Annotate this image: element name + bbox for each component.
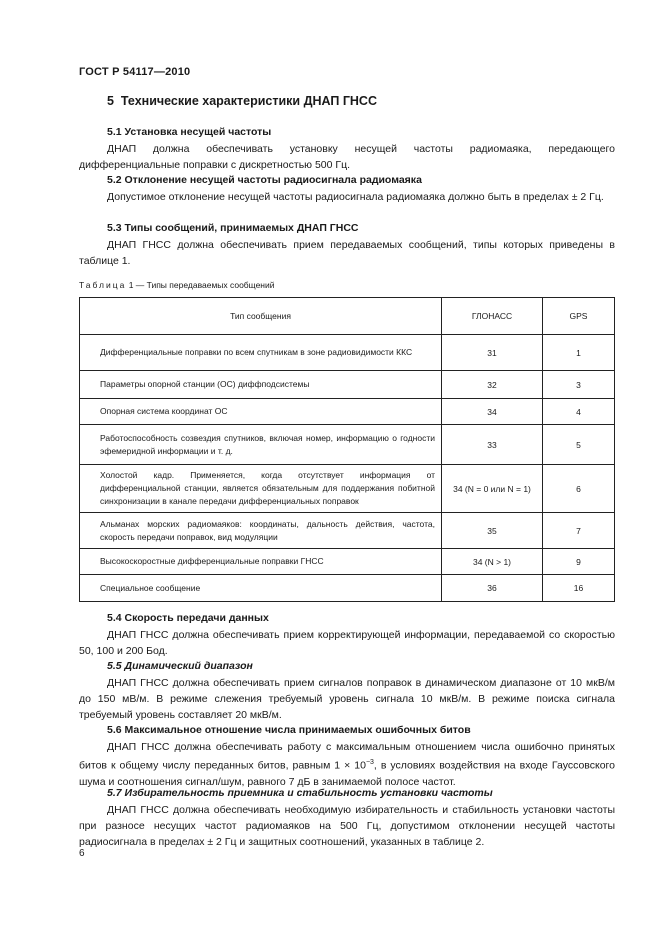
paragraph-5-3: ДНАП ГНСС должна обеспечивать прием передаваемых сообщений, типы которых приведены в таблице 1. xyxy=(79,239,615,267)
table-header-row xyxy=(80,298,615,335)
cell-glonass: 34 (N = 0 или N = 1) xyxy=(442,465,543,513)
table-row xyxy=(80,335,615,371)
cell-message-type: Работоспособность созвездия спутников, включая номер, информацию о годности эфемеридной информации и т. д. xyxy=(80,425,442,465)
cell-gps: 6 xyxy=(543,465,615,513)
cell-glonass: 35 xyxy=(442,513,543,549)
heading-5-4: 5.4 Скорость передачи данных xyxy=(107,612,269,624)
heading-5-2: 5.2 Отклонение несущей частоты радиосигнала радиомаяка xyxy=(107,174,422,186)
section-title-text: Технические характеристики ДНАП ГНСС xyxy=(120,94,377,108)
paragraph-5-6-part-a: ДНАП ГНСС должна обеспечивать работу с максимальным отношением числа ошибочно принятых битов к общему числу переданных битов, равным 1 × 10 xyxy=(79,741,615,772)
column-header-glonass: ГЛОНАСС xyxy=(442,298,543,335)
table-caption xyxy=(79,280,275,290)
heading-5-3: 5.3 Типы сообщений, принимаемых ДНАП ГНСС xyxy=(107,222,359,234)
cell-message-type: Специальное сообщение xyxy=(80,575,442,602)
document-code: ГОСТ Р 54117—2010 xyxy=(79,66,191,78)
cell-gps: 3 xyxy=(543,371,615,399)
paragraph-5-1: ДНАП должна обеспечивать установку несущей частоты радиомаяка, передающего дифференциальные поправки с дискретностью 500 Гц. xyxy=(79,143,615,171)
table-row xyxy=(80,465,615,513)
cell-message-type: Альманах морских радиомаяков: координаты, дальность действия, частота, скорость передачи поправок, вид модуляции xyxy=(80,513,442,549)
message-types-table xyxy=(79,297,615,602)
cell-gps: 1 xyxy=(543,335,615,371)
cell-gps: 16 xyxy=(543,575,615,602)
cell-message-type: Холостой кадр. Применяется, когда отсутствует информация от дифференциальной станции, является обязательным для поддержания побитной синхронизации в канале передачи дифференциальных поправок xyxy=(80,465,442,513)
table-caption-prefix: Таблица xyxy=(79,280,127,290)
heading-5-7: 5.7 Избирательность приемника и стабильность установки частоты xyxy=(107,787,493,799)
heading-5-5: 5.5 Динамический диапазон xyxy=(107,660,253,672)
column-header-gps: GPS xyxy=(543,298,615,335)
section-title xyxy=(107,94,377,108)
cell-gps: 5 xyxy=(543,425,615,465)
paragraph-5-2: Допустимое отклонение несущей частоты радиосигнала радиомаяка должно быть в пределах ± 2 Гц. xyxy=(107,191,604,203)
cell-glonass: 33 xyxy=(442,425,543,465)
table-row xyxy=(80,575,615,602)
table-row xyxy=(80,513,615,549)
section-number: 5 xyxy=(107,94,114,108)
table-caption-text: 1 — Типы передаваемых сообщений xyxy=(126,280,275,290)
page-number: 6 xyxy=(79,848,85,859)
paragraph-5-6-exponent: −3 xyxy=(365,759,374,766)
cell-glonass: 34 (N > 1) xyxy=(442,549,543,575)
cell-message-type: Высокоскоростные дифференциальные поправки ГНСС xyxy=(80,549,442,575)
cell-gps: 9 xyxy=(543,549,615,575)
table-row xyxy=(80,371,615,399)
cell-glonass: 32 xyxy=(442,371,543,399)
table-row xyxy=(80,399,615,425)
cell-message-type: Дифференциальные поправки по всем спутникам в зоне радиовидимости ККС xyxy=(80,335,442,371)
table-row xyxy=(80,425,615,465)
column-header-type: Тип сообщения xyxy=(80,298,442,335)
paragraph-5-6 xyxy=(79,739,615,790)
cell-message-type: Параметры опорной станции (ОС) диффподсистемы xyxy=(80,371,442,399)
cell-glonass: 31 xyxy=(442,335,543,371)
paragraph-5-7: ДНАП ГНСС должна обеспечивать необходимую избирательность и стабильность установки частоты при разносе несущих частот радиомаяков на 500 Гц, допустимом отклонении несущей частоты радиосигнала в пределах ± 2 Гц и защитных соотношений, указанных в таблице 2. xyxy=(79,804,615,848)
cell-glonass: 34 xyxy=(442,399,543,425)
cell-glonass: 36 xyxy=(442,575,543,602)
paragraph-5-5: ДНАП ГНСС должна обеспечивать прием сигналов поправок в динамическом диапазоне от 10 мкВ/м до 150 мВ/м. В режиме слежения требуемый уровень сигнала 10 мкВ/м. В режиме поиска сигнала требуемый уровень составляет 20 мкВ/м. xyxy=(79,677,615,721)
heading-5-6: 5.6 Максимальное отношение числа принимаемых ошибочных битов xyxy=(107,724,471,736)
paragraph-5-4: ДНАП ГНСС должна обеспечивать прием корректирующей информации, передаваемой со скоростью 50, 100 и 200 Бод. xyxy=(79,629,615,657)
cell-gps: 4 xyxy=(543,399,615,425)
heading-5-1: 5.1 Установка несущей частоты xyxy=(107,126,272,138)
paragraph-5-6-part-b: , в условиях воздействия на входе Гауссовского шума и соотношения сигнал/шум, равного 7 дБ в занимаемой полосе частот. xyxy=(79,759,615,788)
table-row xyxy=(80,549,615,575)
cell-gps: 7 xyxy=(543,513,615,549)
cell-message-type: Опорная система координат ОС xyxy=(80,399,442,425)
